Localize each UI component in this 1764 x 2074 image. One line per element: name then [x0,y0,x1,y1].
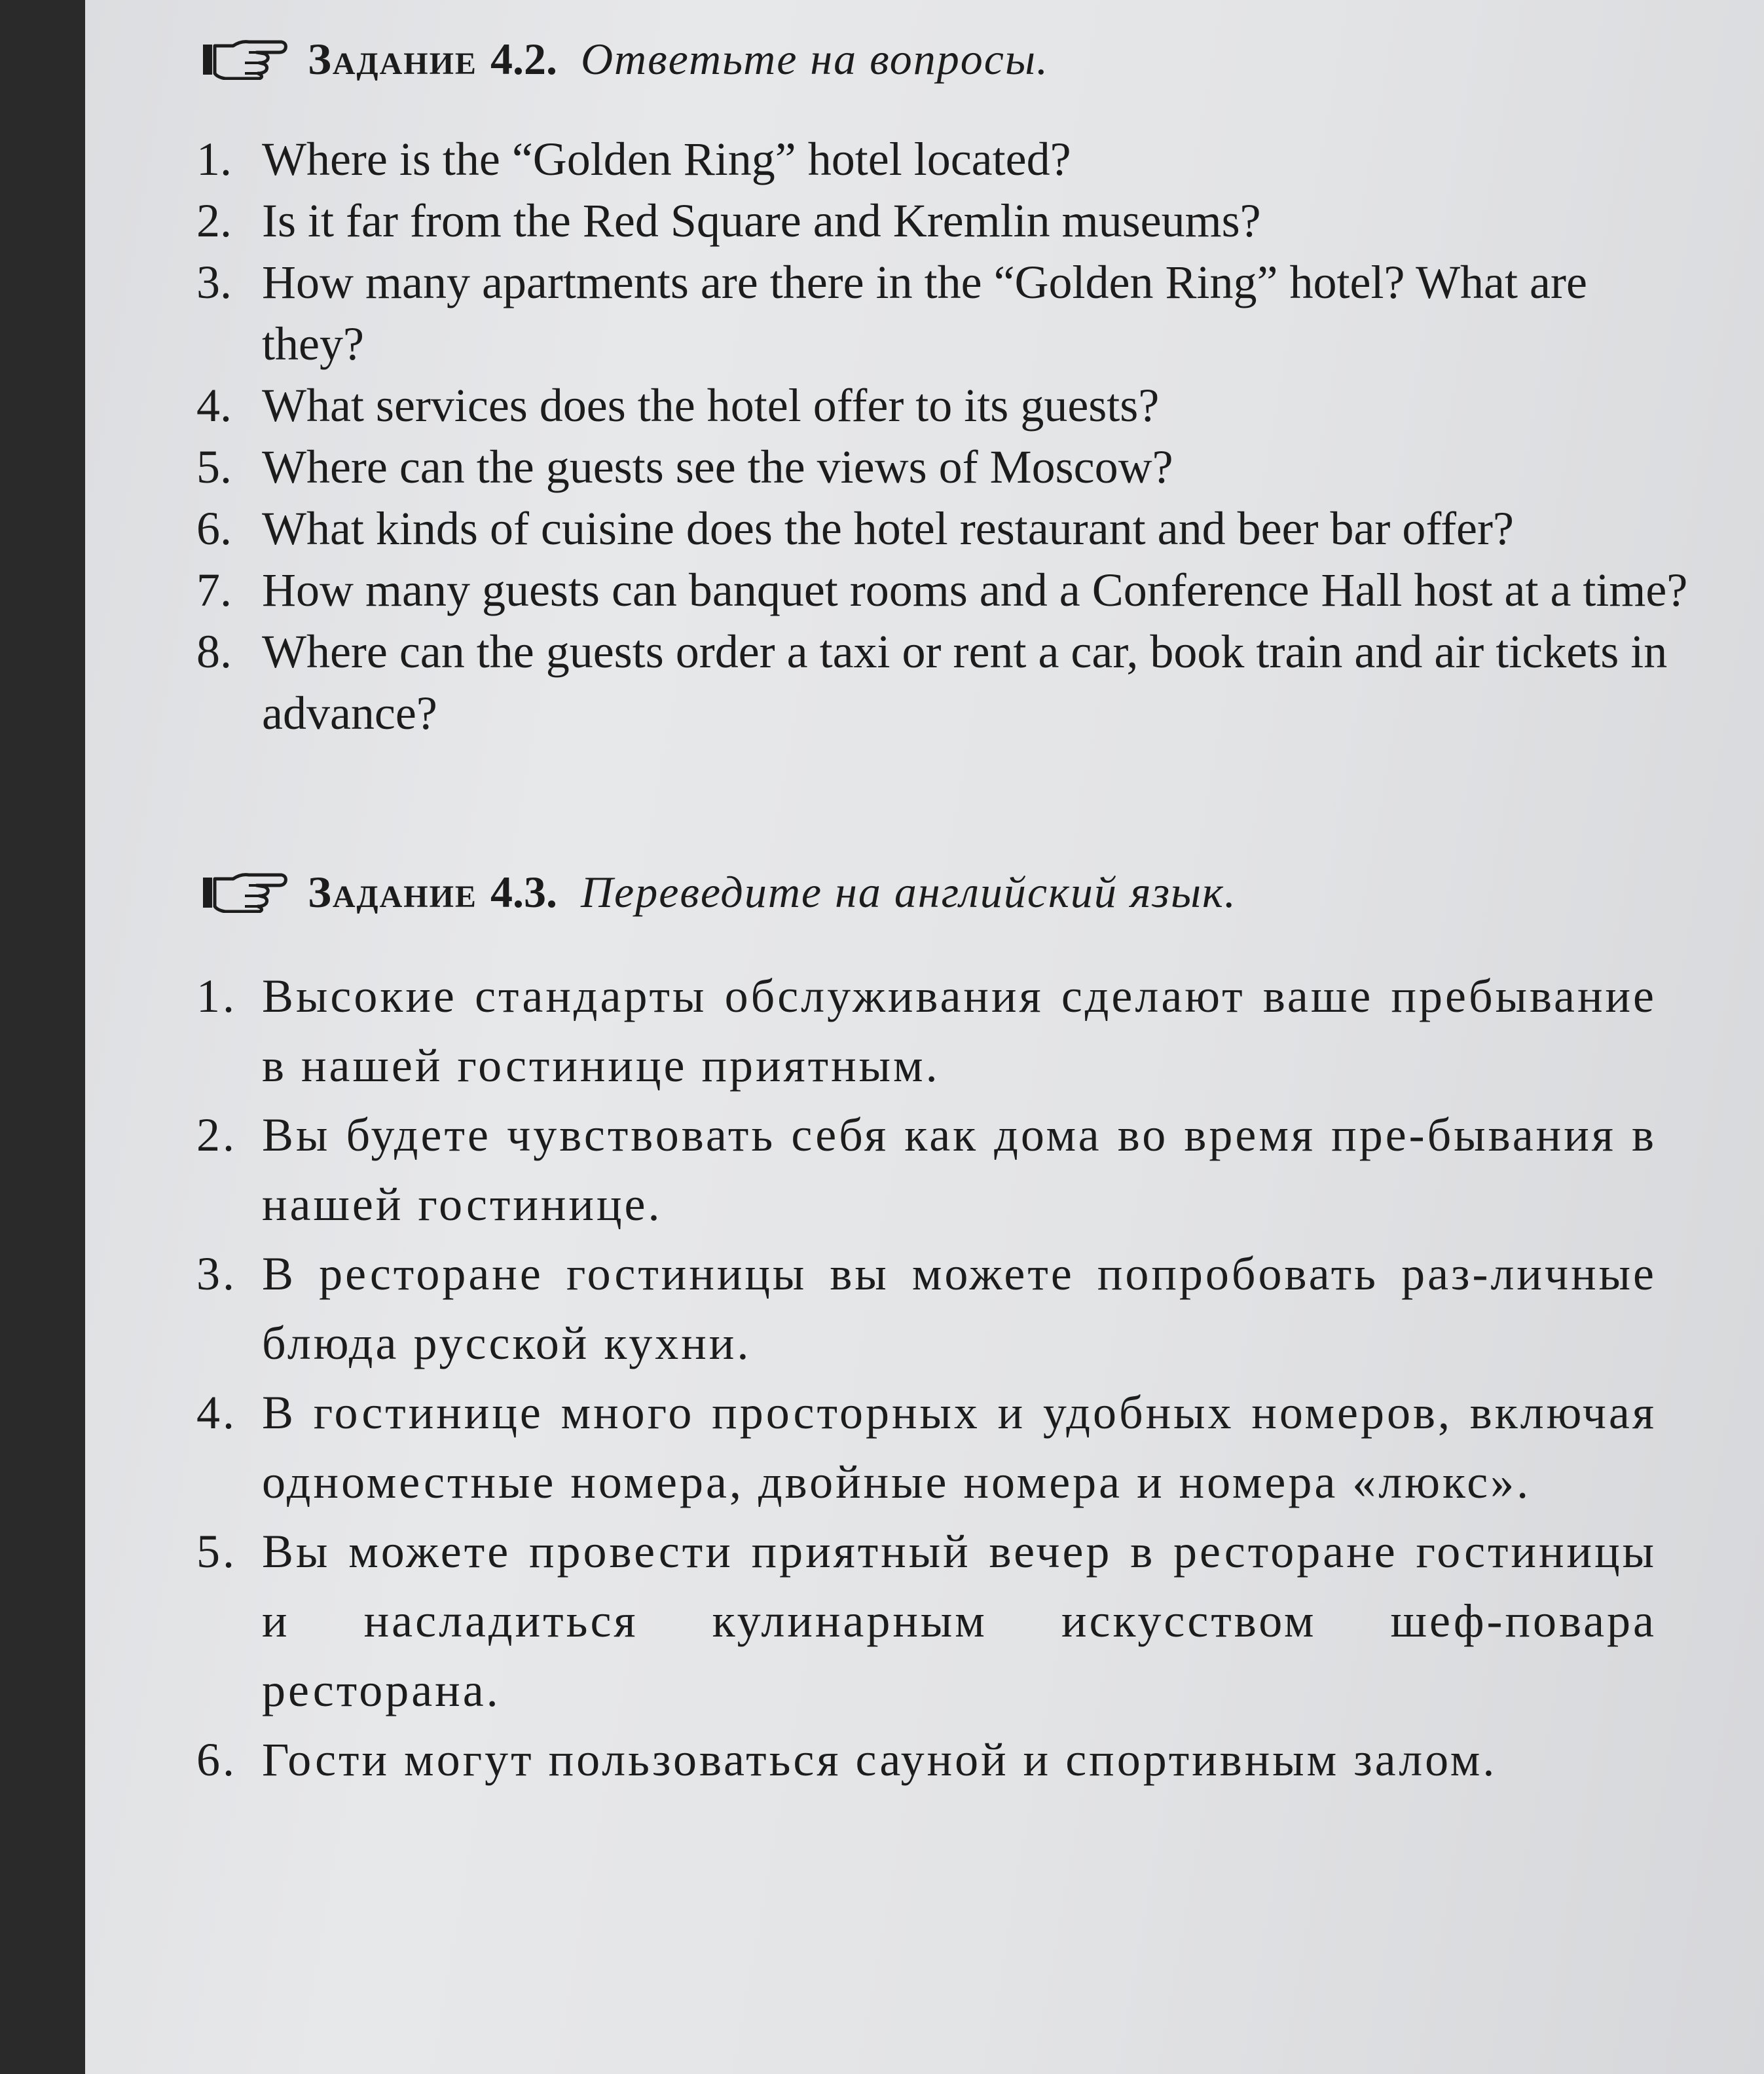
item-number: 1. [196,133,232,185]
list-item [196,559,1689,621]
question-text: Where can the guests see the views of Moscow? [262,441,1173,493]
item-number: 8. [196,625,232,678]
list-item [196,1239,1657,1378]
item-number: 4. [196,379,232,432]
list-item [196,128,1689,190]
pointing-hand-icon [202,871,288,913]
list-item [196,1517,1657,1725]
sentence-text: Вы будете чувствовать себя как дома во время пре-бывания в нашей гостинице. [262,1109,1657,1231]
list-item [196,961,1657,1100]
item-number: 3. [196,256,232,308]
page-content [196,26,1702,1794]
textbook-page [85,0,1764,2074]
list-item [196,375,1689,436]
sentence-list [196,961,1657,1794]
question-text: How many apartments are there in the “Golden Ring” hotel? What are they? [262,256,1587,370]
task-label: Задание [308,867,477,917]
sentence-text: Гости могут пользоваться сауной и спортивным залом. [262,1733,1498,1786]
list-item [196,621,1689,744]
task-label: Задание [308,34,477,84]
item-number: 4. [196,1386,237,1439]
task-4-2 [196,26,1702,744]
sentence-text: Высокие стандарты обслуживания сделают ваше пребывание в нашей гостинице приятным. [262,970,1657,1092]
list-item [196,498,1689,559]
question-text: How many guests can banquet rooms and a Conference Hall host at a time? [262,564,1688,616]
list-item [196,1100,1657,1239]
item-number: 2. [196,1109,237,1161]
item-number: 1. [196,970,237,1022]
question-text: Where can the guests order a taxi or rent a car, book train and air tickets in advance? [262,625,1668,739]
task-instruction: Переведите на английский язык. [580,867,1237,917]
question-text: Is it far from the Red Square and Kremlin museums? [262,194,1261,247]
question-text: What services does the hotel offer to its guests? [262,379,1160,432]
list-item [196,1725,1657,1794]
task-number: 4.3. [490,867,557,917]
item-number: 5. [196,1525,237,1578]
pointing-hand-icon [202,38,288,80]
list-item [196,1378,1657,1517]
item-number: 7. [196,564,232,616]
task-4-3 [196,859,1702,1794]
item-number: 6. [196,502,232,555]
task-4-3-heading [202,859,1702,925]
task-number: 4.2. [490,34,557,84]
question-text: Where is the “Golden Ring” hotel located? [262,133,1071,185]
list-item [196,436,1689,498]
sentence-text: В ресторане гостиницы вы можете попробовать раз-личные блюда русской кухни. [262,1248,1657,1369]
item-number: 3. [196,1248,237,1300]
item-number: 6. [196,1733,237,1786]
sentence-text: В гостинице много просторных и удобных номеров, включая одноместные номера, двойные номера и номера «люкс». [262,1386,1657,1508]
task-4-2-heading [202,26,1702,92]
question-list [196,128,1689,744]
item-number: 2. [196,194,232,247]
sentence-text: Вы можете провести приятный вечер в ресторане гостиницы и насладиться кулинарным искусством шеф-повара ресторана. [262,1525,1657,1716]
question-text: What kinds of cuisine does the hotel restaurant and beer bar offer? [262,502,1514,555]
list-item [196,190,1689,251]
list-item [196,251,1689,375]
item-number: 5. [196,441,232,493]
task-instruction: Ответьте на вопросы. [580,34,1049,84]
